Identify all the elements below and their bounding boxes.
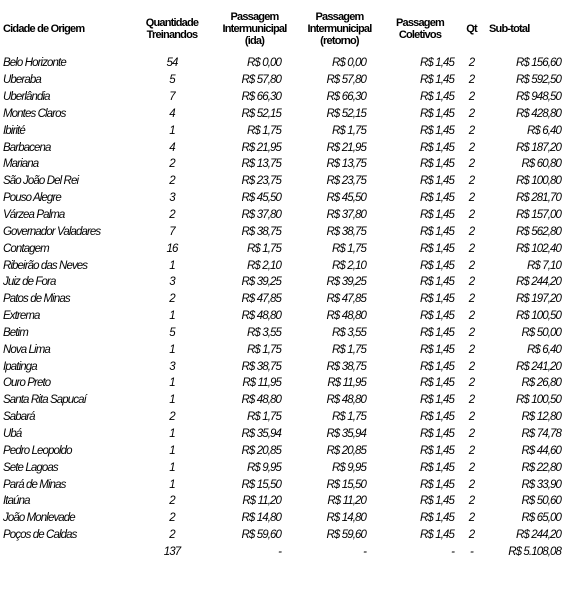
table-row xyxy=(2,442,562,459)
table-footer xyxy=(2,543,562,560)
cell-quantity: 5 xyxy=(169,74,175,87)
cell-ticket-local: R$ 1,45 xyxy=(420,57,454,70)
cell-qt: 2 xyxy=(468,259,475,272)
cell-ticket-return: R$ 11,20 xyxy=(327,495,366,508)
table-row xyxy=(2,207,562,224)
cell-qt: 2 xyxy=(468,411,475,424)
cell-quantity: 2 xyxy=(169,293,175,306)
cell-ticket-outbound: R$ 35,94 xyxy=(241,427,281,440)
cell-subtotal: R$ 6,40 xyxy=(527,343,561,356)
cell-subtotal: R$ 100,50 xyxy=(516,310,561,323)
cell-quantity: 7 xyxy=(169,225,175,238)
cell-qt: 2 xyxy=(468,512,475,525)
cell-ticket-return: R$ 14,80 xyxy=(326,512,366,525)
cell-ticket-local: R$ 1,45 xyxy=(420,444,454,457)
cell-ticket-local: R$ 1,45 xyxy=(420,343,454,356)
cell-qt: 2 xyxy=(468,242,475,255)
table-row xyxy=(2,72,562,89)
cell-ticket-outbound: R$ 1,75 xyxy=(247,343,281,356)
table-row xyxy=(2,510,562,527)
cell-ticket-outbound: R$ 1,75 xyxy=(247,124,281,137)
cell-subtotal: R$ 948,50 xyxy=(516,91,561,104)
table-row xyxy=(2,426,562,443)
cell-ticket-return: R$ 20,85 xyxy=(326,444,366,457)
cell-city: Ibirité xyxy=(3,124,25,137)
total-subtotal: R$ 5.108,08 xyxy=(508,545,561,558)
cell-ticket-outbound: R$ 1,75 xyxy=(247,411,281,424)
cell-ticket-return: R$ 35,94 xyxy=(326,427,366,440)
table-row xyxy=(2,409,562,426)
cell-ticket-outbound: R$ 52,15 xyxy=(241,107,281,120)
cell-ticket-return: R$ 2,10 xyxy=(332,259,366,272)
table-row xyxy=(2,291,562,308)
cell-ticket-return: R$ 57,80 xyxy=(326,74,366,87)
table-row xyxy=(2,459,562,476)
cell-quantity: 3 xyxy=(169,360,175,373)
cell-qt: 2 xyxy=(468,495,475,508)
table-row xyxy=(2,392,562,409)
cell-qt: 2 xyxy=(468,377,475,390)
cell-ticket-outbound: R$ 1,75 xyxy=(247,242,281,255)
table-row xyxy=(2,89,562,106)
cell-ticket-outbound: R$ 23,75 xyxy=(241,175,281,188)
header-city: Cidade de Origem xyxy=(3,23,85,35)
cell-city: Betim xyxy=(3,326,28,339)
cell-ticket-outbound: R$ 20,85 xyxy=(241,444,281,457)
cell-city: Santa Rita Sapucaí xyxy=(3,394,86,407)
cell-ticket-outbound: R$ 11,20 xyxy=(242,495,281,508)
table-row xyxy=(2,375,562,392)
cell-qt: 2 xyxy=(468,91,475,104)
cell-ticket-outbound: R$ 47,85 xyxy=(241,293,281,306)
cell-subtotal: R$ 12,80 xyxy=(521,411,561,424)
cell-quantity: 2 xyxy=(169,158,175,171)
cell-qt: 2 xyxy=(468,529,475,542)
cell-city: Extrema xyxy=(3,310,40,323)
table-row xyxy=(2,240,562,257)
cell-subtotal: R$ 244,20 xyxy=(516,529,561,542)
total-qt: - xyxy=(470,545,473,558)
cell-ticket-outbound: R$ 48,80 xyxy=(241,310,281,323)
cell-ticket-local: R$ 1,45 xyxy=(420,242,454,255)
cell-ticket-return: R$ 48,80 xyxy=(326,310,366,323)
cell-ticket-local: R$ 1,45 xyxy=(420,394,454,407)
cell-ticket-outbound: R$ 14,80 xyxy=(241,512,281,525)
header-qt: Qt xyxy=(466,23,477,35)
table-body xyxy=(2,55,562,543)
total-ticket-return: - xyxy=(363,545,366,558)
cell-ticket-local: R$ 1,45 xyxy=(420,461,454,474)
header-row xyxy=(2,3,562,55)
table-row xyxy=(2,325,562,342)
cell-qt: 2 xyxy=(468,427,475,440)
travel-cost-table xyxy=(2,3,562,560)
total-quantity: 137 xyxy=(163,545,181,558)
cell-city: João Monlevade xyxy=(3,512,75,525)
cell-ticket-local: R$ 1,45 xyxy=(420,529,454,542)
cell-quantity: 2 xyxy=(169,209,175,222)
cell-ticket-local: R$ 1,45 xyxy=(420,377,454,390)
header-ticket-return: Passagem Intermunicipal (retorno) xyxy=(307,11,372,47)
cell-qt: 2 xyxy=(468,124,475,137)
cell-subtotal: R$ 44,60 xyxy=(521,444,561,457)
cell-quantity: 7 xyxy=(169,91,175,104)
cell-subtotal: R$ 428,80 xyxy=(516,107,561,120)
cell-ticket-local: R$ 1,45 xyxy=(420,74,454,87)
header-subtotal: Sub-total xyxy=(489,23,530,35)
cell-ticket-return: R$ 15,50 xyxy=(326,478,366,491)
cell-city: Contagem xyxy=(3,242,49,255)
cell-ticket-outbound: R$ 59,60 xyxy=(241,529,281,542)
cell-city: Poços de Caldas xyxy=(3,529,77,542)
cell-subtotal: R$ 50,60 xyxy=(521,495,561,508)
cell-ticket-return: R$ 13,75 xyxy=(326,158,366,171)
cell-quantity: 1 xyxy=(169,394,175,407)
cell-quantity: 1 xyxy=(169,427,175,440)
cell-ticket-local: R$ 1,45 xyxy=(420,478,454,491)
cell-subtotal: R$ 100,80 xyxy=(516,175,561,188)
table-row xyxy=(2,106,562,123)
cell-ticket-outbound: R$ 3,55 xyxy=(247,326,281,339)
table-row xyxy=(2,55,562,72)
cell-qt: 2 xyxy=(468,192,475,205)
cell-ticket-outbound: R$ 45,50 xyxy=(241,192,281,205)
total-ticket-local: - xyxy=(451,545,454,558)
cell-quantity: 54 xyxy=(166,57,178,70)
cell-ticket-return: R$ 1,75 xyxy=(332,124,366,137)
cell-quantity: 2 xyxy=(169,495,175,508)
cell-qt: 2 xyxy=(468,141,475,154)
cell-ticket-local: R$ 1,45 xyxy=(420,310,454,323)
cell-quantity: 2 xyxy=(169,529,175,542)
cell-city: Ubá xyxy=(3,427,22,440)
table-row xyxy=(2,493,562,510)
cell-city: Patos de Minas xyxy=(3,293,70,306)
cell-ticket-local: R$ 1,45 xyxy=(420,107,454,120)
cell-ticket-local: R$ 1,45 xyxy=(420,276,454,289)
cell-ticket-return: R$ 1,75 xyxy=(332,343,366,356)
cell-city: Montes Claros xyxy=(3,107,66,120)
cell-quantity: 2 xyxy=(169,512,175,525)
cell-subtotal: R$ 157,00 xyxy=(516,209,561,222)
cell-ticket-return: R$ 59,60 xyxy=(326,529,366,542)
total-ticket-outbound: - xyxy=(278,545,281,558)
table-row xyxy=(2,139,562,156)
cell-subtotal: R$ 102,40 xyxy=(516,242,561,255)
table-row xyxy=(2,173,562,190)
cell-ticket-outbound: R$ 2,10 xyxy=(247,259,281,272)
cell-ticket-outbound: R$ 39,25 xyxy=(241,276,281,289)
table-row xyxy=(2,476,562,493)
cell-qt: 2 xyxy=(468,394,475,407)
cell-ticket-return: R$ 0,00 xyxy=(332,57,366,70)
cell-ticket-local: R$ 1,45 xyxy=(420,124,454,137)
cell-city: Barbacena xyxy=(3,141,51,154)
cell-subtotal: R$ 74,78 xyxy=(521,427,561,440)
cell-subtotal: R$ 592,50 xyxy=(516,74,561,87)
table-row xyxy=(2,358,562,375)
cell-city: Sete Lagoas xyxy=(3,461,58,474)
header-ticket-local: Passagem Coletivos xyxy=(395,17,445,41)
table-row xyxy=(2,223,562,240)
cell-subtotal: R$ 7,10 xyxy=(527,259,561,272)
cell-city: Belo Horizonte xyxy=(3,57,66,70)
table-row xyxy=(2,527,562,544)
cell-quantity: 1 xyxy=(169,444,175,457)
cell-ticket-local: R$ 1,45 xyxy=(420,411,454,424)
cell-quantity: 2 xyxy=(169,175,175,188)
cell-qt: 2 xyxy=(468,74,475,87)
cell-city: Uberlândia xyxy=(3,91,50,104)
cell-ticket-outbound: R$ 66,30 xyxy=(241,91,281,104)
cell-city: Governador Valadares xyxy=(3,225,101,238)
cell-qt: 2 xyxy=(468,209,475,222)
table-row xyxy=(2,122,562,139)
cell-ticket-outbound: R$ 13,75 xyxy=(241,158,281,171)
cell-subtotal: R$ 60,80 xyxy=(521,158,561,171)
cell-quantity: 4 xyxy=(169,141,175,154)
cell-qt: 2 xyxy=(468,360,475,373)
cell-ticket-return: R$ 9,95 xyxy=(332,461,366,474)
cell-qt: 2 xyxy=(468,478,475,491)
cell-city: Mariana xyxy=(3,158,39,171)
cell-city: Ribeirão das Neves xyxy=(3,259,88,272)
cell-ticket-local: R$ 1,45 xyxy=(420,209,454,222)
cell-city: Pedro Leopoldo xyxy=(3,444,72,457)
table-row xyxy=(2,274,562,291)
cell-ticket-local: R$ 1,45 xyxy=(420,158,454,171)
cell-subtotal: R$ 187,20 xyxy=(516,141,561,154)
cell-ticket-outbound: R$ 38,75 xyxy=(241,360,281,373)
cell-quantity: 3 xyxy=(169,192,175,205)
cell-ticket-local: R$ 1,45 xyxy=(420,427,454,440)
cell-subtotal: R$ 244,20 xyxy=(516,276,561,289)
cell-ticket-outbound: R$ 11,95 xyxy=(242,377,281,390)
cell-ticket-outbound: R$ 57,80 xyxy=(241,74,281,87)
cell-ticket-return: R$ 1,75 xyxy=(332,411,366,424)
cell-ticket-local: R$ 1,45 xyxy=(420,141,454,154)
table-row xyxy=(2,156,562,173)
cell-subtotal: R$ 22,80 xyxy=(521,461,561,474)
cell-city: Ipatinga xyxy=(3,360,37,373)
cell-subtotal: R$ 65,00 xyxy=(521,512,561,525)
cell-qt: 2 xyxy=(468,293,475,306)
table-row xyxy=(2,190,562,207)
cell-qt: 2 xyxy=(468,310,475,323)
cell-ticket-local: R$ 1,45 xyxy=(420,259,454,272)
cell-ticket-outbound: R$ 0,00 xyxy=(247,57,281,70)
cell-quantity: 2 xyxy=(169,411,175,424)
cell-ticket-outbound: R$ 15,50 xyxy=(241,478,281,491)
cell-ticket-return: R$ 52,15 xyxy=(326,107,366,120)
cell-quantity: 5 xyxy=(169,326,175,339)
cell-ticket-return: R$ 1,75 xyxy=(332,242,366,255)
cell-ticket-local: R$ 1,45 xyxy=(420,326,454,339)
cell-quantity: 1 xyxy=(169,461,175,474)
cell-qt: 2 xyxy=(468,276,475,289)
cell-city: Várzea Palma xyxy=(3,209,65,222)
cell-subtotal: R$ 241,20 xyxy=(516,360,561,373)
cell-ticket-local: R$ 1,45 xyxy=(420,225,454,238)
cell-city: Uberaba xyxy=(3,74,41,87)
total-city xyxy=(2,543,132,560)
cell-ticket-outbound: R$ 37,80 xyxy=(241,209,281,222)
cell-ticket-return: R$ 23,75 xyxy=(326,175,366,188)
cell-quantity: 1 xyxy=(169,124,175,137)
cell-ticket-outbound: R$ 48,80 xyxy=(241,394,281,407)
cell-qt: 2 xyxy=(468,158,475,171)
cell-subtotal: R$ 100,50 xyxy=(516,394,561,407)
table-row xyxy=(2,308,562,325)
table-row xyxy=(2,257,562,274)
cell-city: Pará de Minas xyxy=(3,478,66,491)
cell-quantity: 1 xyxy=(169,310,175,323)
cell-qt: 2 xyxy=(468,57,475,70)
cell-subtotal: R$ 281,70 xyxy=(516,192,561,205)
cell-quantity: 1 xyxy=(169,377,175,390)
cell-ticket-local: R$ 1,45 xyxy=(420,512,454,525)
table-header xyxy=(2,3,562,55)
cell-city: Itaúna xyxy=(3,495,30,508)
cell-ticket-return: R$ 21,95 xyxy=(326,141,366,154)
cell-subtotal: R$ 562,80 xyxy=(516,225,561,238)
cell-ticket-outbound: R$ 38,75 xyxy=(241,225,281,238)
total-row xyxy=(2,543,562,560)
cell-subtotal: R$ 26,80 xyxy=(521,377,561,390)
cell-ticket-local: R$ 1,45 xyxy=(420,91,454,104)
cell-qt: 2 xyxy=(468,225,475,238)
cell-ticket-local: R$ 1,45 xyxy=(420,175,454,188)
header-quantity: Quantidade Treinandos xyxy=(145,17,199,41)
cell-ticket-outbound: R$ 21,95 xyxy=(241,141,281,154)
cell-ticket-return: R$ 45,50 xyxy=(326,192,366,205)
cell-subtotal: R$ 6,40 xyxy=(527,124,561,137)
cell-ticket-return: R$ 3,55 xyxy=(332,326,366,339)
cell-subtotal: R$ 156,60 xyxy=(516,57,561,70)
cell-quantity: 3 xyxy=(169,276,175,289)
cell-ticket-return: R$ 38,75 xyxy=(326,360,366,373)
cell-qt: 2 xyxy=(468,461,475,474)
cell-city: Pouso Alegre xyxy=(3,192,61,205)
cell-quantity: 4 xyxy=(169,107,175,120)
cell-city: Ouro Preto xyxy=(3,377,51,390)
cell-ticket-return: R$ 38,75 xyxy=(326,225,366,238)
cell-qt: 2 xyxy=(468,444,475,457)
cell-subtotal: R$ 33,90 xyxy=(521,478,561,491)
cell-quantity: 1 xyxy=(169,343,175,356)
cell-qt: 2 xyxy=(468,107,475,120)
cell-quantity: 1 xyxy=(169,478,175,491)
cell-ticket-return: R$ 37,80 xyxy=(326,209,366,222)
cell-ticket-outbound: R$ 9,95 xyxy=(247,461,281,474)
cell-ticket-local: R$ 1,45 xyxy=(420,495,454,508)
cell-quantity: 1 xyxy=(169,259,175,272)
table-row xyxy=(2,341,562,358)
cell-ticket-return: R$ 66,30 xyxy=(326,91,366,104)
cell-city: Sabará xyxy=(3,411,35,424)
cell-ticket-local: R$ 1,45 xyxy=(420,293,454,306)
cell-subtotal: R$ 50,00 xyxy=(521,326,561,339)
cell-city: Nova Lima xyxy=(3,343,50,356)
cell-ticket-return: R$ 48,80 xyxy=(326,394,366,407)
cell-subtotal: R$ 197,20 xyxy=(516,293,561,306)
cell-qt: 2 xyxy=(468,175,475,188)
cell-city: São João Del Rei xyxy=(3,175,79,188)
cell-ticket-return: R$ 47,85 xyxy=(326,293,366,306)
cell-quantity: 16 xyxy=(166,242,178,255)
cell-city: Juiz de Fora xyxy=(3,276,56,289)
header-ticket-outbound: Passagem Intermunicipal (ida) xyxy=(222,11,287,47)
cell-qt: 2 xyxy=(468,326,475,339)
cell-qt: 2 xyxy=(468,343,475,356)
cell-ticket-return: R$ 39,25 xyxy=(326,276,366,289)
cell-ticket-return: R$ 11,95 xyxy=(327,377,366,390)
cell-ticket-local: R$ 1,45 xyxy=(420,192,454,205)
cell-ticket-local: R$ 1,45 xyxy=(420,360,454,373)
